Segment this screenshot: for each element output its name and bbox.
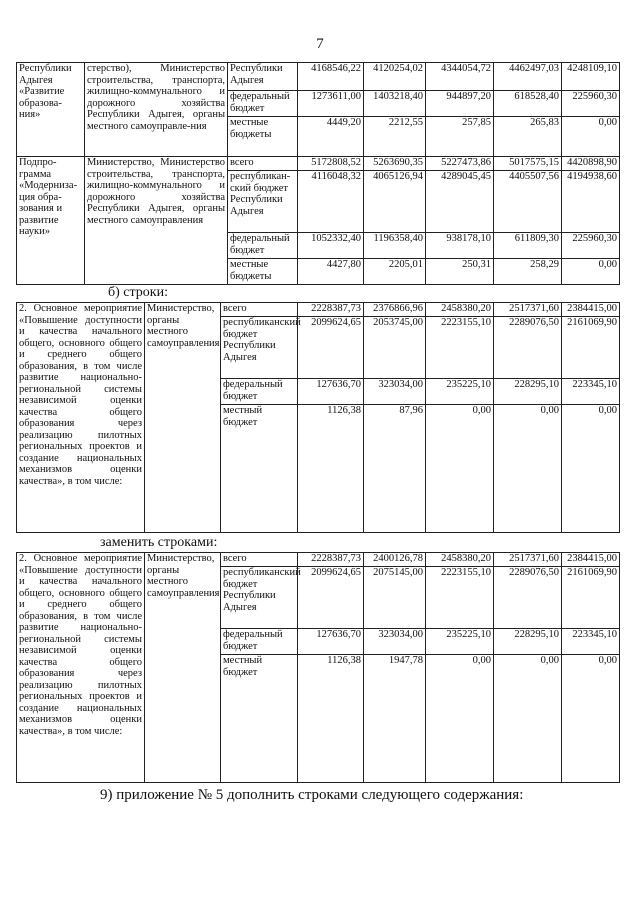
value-cell: 4289045,45 <box>426 171 494 233</box>
value-cell: 4420898,90 <box>562 157 620 171</box>
value-cell: 0,00 <box>426 405 494 533</box>
funding-source-cell: местные бюджеты <box>228 117 298 157</box>
funding-source-cell: федеральный бюджет <box>228 91 298 117</box>
value-cell: 1126,38 <box>298 655 364 783</box>
value-cell: 2384415,00 <box>562 303 620 317</box>
value-cell: 4120254,02 <box>364 63 426 91</box>
value-cell: 2212,55 <box>364 117 426 157</box>
value-cell: 4065126,94 <box>364 171 426 233</box>
value-cell: 4116048,32 <box>298 171 364 233</box>
page-number: 7 <box>316 36 324 52</box>
funding-source-cell: республиканский бюджет Республики Адыгея <box>221 567 298 629</box>
value-cell: 4449,20 <box>298 117 364 157</box>
value-cell: 1052332,40 <box>298 233 364 259</box>
value-cell: 2223155,10 <box>426 317 494 379</box>
table-row <box>17 553 620 567</box>
subprogram-name-cell: Подпро-грамма «Модерниза-ция обра-зования и развитие науки» <box>17 157 85 285</box>
caption-replace: заменить строками: <box>100 535 218 550</box>
executor-cell: Министерство, Министерство строительства, транспорта, жилищно-коммунального и дорожного хозяйства Республики Адыгея, органы местного самоуправления <box>85 157 228 285</box>
value-cell: 87,96 <box>364 405 426 533</box>
executor-cell: стерство), Министерство строительства, транспорта, жилищно-коммунального и дорожного хозяйства Республики Адыгея, органы местного самоуправле-ния <box>85 63 228 157</box>
value-cell: 2458380,20 <box>426 303 494 317</box>
value-cell: 235225,10 <box>426 629 494 655</box>
value-cell: 1403218,40 <box>364 91 426 117</box>
table-row <box>17 303 620 317</box>
value-cell: 228295,10 <box>494 629 562 655</box>
funding-source-cell: республиканский бюджет Республики Адыгея <box>221 317 298 379</box>
value-cell: 4248109,10 <box>562 63 620 91</box>
value-cell: 2099624,65 <box>298 567 364 629</box>
table-row <box>17 63 620 91</box>
value-cell: 4168546,22 <box>298 63 364 91</box>
value-cell: 5172808,52 <box>298 157 364 171</box>
value-cell: 2228387,73 <box>298 553 364 567</box>
value-cell: 0,00 <box>562 655 620 783</box>
value-cell: 2384415,00 <box>562 553 620 567</box>
value-cell: 5017575,15 <box>494 157 562 171</box>
funding-source-cell: республикан-ский бюджет Республики Адыгея <box>228 171 298 233</box>
value-cell: 0,00 <box>562 117 620 157</box>
activity-name-cell: 2. Основное мероприятие «Повышение доступности и качества начального общего, основного общего и среднего общего образования, в том числе развитие национально-региональной системы независимой оценки качества общего образования через реализацию пилотных региональных проектов и создание национальных механизмов оценки качества», в том числе: <box>17 303 145 533</box>
value-cell: 257,85 <box>426 117 494 157</box>
activity-name-cell: 2. Основное мероприятие «Повышение доступности и качества начального общего, основного общего и среднего общего образования, в том числе развитие национально-региональной системы независимой оценки качества общего образования через реализацию пилотных региональных проектов и создание национальных механизмов оценки качества», в том числе: <box>17 553 145 783</box>
value-cell: 4462497,03 <box>494 63 562 91</box>
budget-table-old-rows <box>16 302 620 533</box>
value-cell: 2458380,20 <box>426 553 494 567</box>
value-cell: 2228387,73 <box>298 303 364 317</box>
value-cell: 4194938,60 <box>562 171 620 233</box>
value-cell: 0,00 <box>494 405 562 533</box>
value-cell: 618528,40 <box>494 91 562 117</box>
value-cell: 4405507,56 <box>494 171 562 233</box>
value-cell: 1126,38 <box>298 405 364 533</box>
value-cell: 228295,10 <box>494 379 562 405</box>
value-cell: 1273611,00 <box>298 91 364 117</box>
value-cell: 265,83 <box>494 117 562 157</box>
value-cell: 5263690,35 <box>364 157 426 171</box>
value-cell: 127636,70 <box>298 379 364 405</box>
value-cell: 2517371,60 <box>494 303 562 317</box>
funding-source-cell: федеральный бюджет <box>221 629 298 655</box>
value-cell: 223345,10 <box>562 629 620 655</box>
caption-rows: б) строки: <box>108 285 168 300</box>
value-cell: 611809,30 <box>494 233 562 259</box>
value-cell: 2161069,90 <box>562 317 620 379</box>
value-cell: 2289076,50 <box>494 317 562 379</box>
value-cell: 2099624,65 <box>298 317 364 379</box>
funding-source-cell: местные бюджеты <box>228 259 298 285</box>
value-cell: 250,31 <box>426 259 494 285</box>
funding-source-cell: всего <box>221 303 298 317</box>
funding-source-cell: всего <box>228 157 298 171</box>
value-cell: 4427,80 <box>298 259 364 285</box>
program-name-cell: Республики Адыгея «Развитие образова-ния» <box>17 63 85 157</box>
table-row <box>17 157 620 171</box>
funding-source-cell: местный бюджет <box>221 405 298 533</box>
value-cell: 2289076,50 <box>494 567 562 629</box>
value-cell: 938178,10 <box>426 233 494 259</box>
value-cell: 0,00 <box>562 405 620 533</box>
value-cell: 0,00 <box>562 259 620 285</box>
value-cell: 323034,00 <box>364 629 426 655</box>
funding-source-cell: всего <box>221 553 298 567</box>
funding-source-cell: федеральный бюджет <box>221 379 298 405</box>
value-cell: 1196358,40 <box>364 233 426 259</box>
value-cell: 127636,70 <box>298 629 364 655</box>
value-cell: 323034,00 <box>364 379 426 405</box>
value-cell: 5227473,86 <box>426 157 494 171</box>
value-cell: 2075145,00 <box>364 567 426 629</box>
funding-source-cell: федеральный бюджет <box>228 233 298 259</box>
executor-cell: Министерство, органы местного самоуправления <box>145 553 221 783</box>
value-cell: 2053745,00 <box>364 317 426 379</box>
value-cell: 2223155,10 <box>426 567 494 629</box>
value-cell: 944897,20 <box>426 91 494 117</box>
value-cell: 223345,10 <box>562 379 620 405</box>
value-cell: 4344054,72 <box>426 63 494 91</box>
value-cell: 0,00 <box>426 655 494 783</box>
value-cell: 0,00 <box>494 655 562 783</box>
funding-source-cell: Республики Адыгея <box>228 63 298 91</box>
value-cell: 2161069,90 <box>562 567 620 629</box>
value-cell: 2517371,60 <box>494 553 562 567</box>
value-cell: 2376866,96 <box>364 303 426 317</box>
value-cell: 2205,01 <box>364 259 426 285</box>
value-cell: 2400126,78 <box>364 553 426 567</box>
value-cell: 235225,10 <box>426 379 494 405</box>
budget-table-program <box>16 62 620 285</box>
value-cell: 225960,30 <box>562 233 620 259</box>
budget-table-new-rows <box>16 552 620 783</box>
value-cell: 258,29 <box>494 259 562 285</box>
value-cell: 1947,78 <box>364 655 426 783</box>
value-cell: 225960,30 <box>562 91 620 117</box>
caption-appendix: 9) приложение № 5 дополнить строками следующего содержания: <box>100 787 524 803</box>
executor-cell: Министерство, органы местного самоуправления <box>145 303 221 533</box>
funding-source-cell: местный бюджет <box>221 655 298 783</box>
